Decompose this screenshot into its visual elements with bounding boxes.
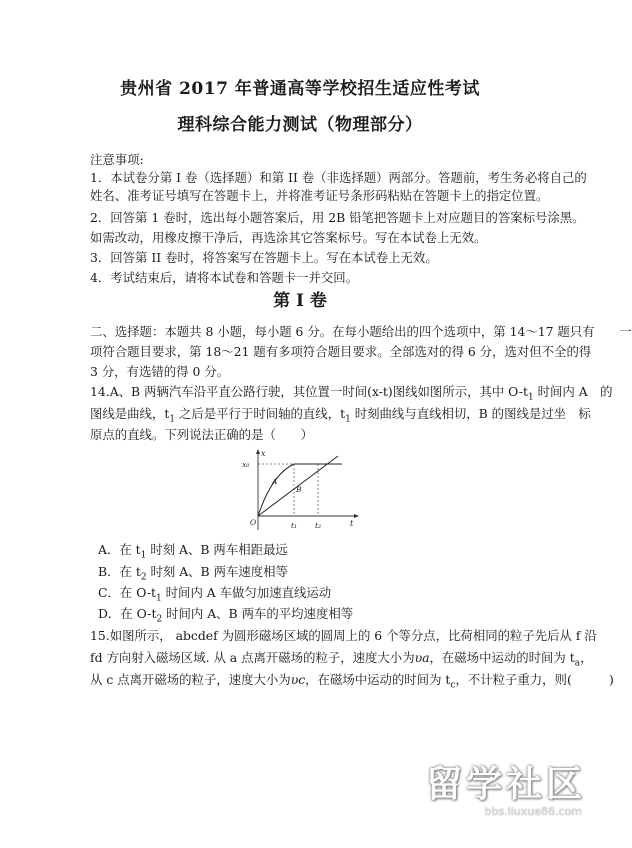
optA-sub: 1	[140, 550, 147, 561]
q14-l1-b: 时间内 A 的	[533, 384, 613, 399]
q14-line-2	[90, 404, 591, 424]
q14-l1-a: 14.A、B 两辆汽车沿平直公路行驶，其位置一时间(x-t)图线如图所示，其中 O-t	[90, 384, 528, 399]
optA-pre: A．在 t	[98, 542, 141, 557]
part2-line-3: 3 分，有选错的得 0 分。	[90, 364, 230, 379]
q15-velocity-c: υc	[290, 672, 306, 687]
q14-l2-b: 之后是平行于时间轴的直线，t	[175, 406, 346, 421]
xt-graph	[232, 448, 360, 536]
q15-l2-b: ，在磁场中运动的时间为 t	[429, 650, 575, 665]
notice-item-2-line-1: 2．回答第 1 卷时，选出每小题答案后，用 2B 铅笔把答题卡上对应题目的答案标号涂黑。	[90, 210, 585, 225]
optB-post: 时刻 A、B 两车速度相等	[146, 564, 288, 579]
q15-l2-a: fd 方向射入磁场区域. 从 a 点离开磁场的粒子，速度大小为	[90, 650, 415, 665]
section-title: 第 I 卷	[273, 291, 327, 311]
q15-line-3	[90, 670, 614, 690]
graph-origin-label: O	[250, 518, 257, 527]
optD-pre: D．在 O-t	[98, 606, 157, 621]
q14-l2-sub: 1	[169, 414, 176, 425]
part2-line-1: 二、选择题：本题共 8 小题，每小题 6 分。在每小题给出的四个选项中，第 14～17 题只有 一	[90, 324, 632, 339]
optD-sub: 2	[156, 614, 163, 625]
q14-l2-sub2: 1	[345, 414, 351, 425]
notice-item-1-line-1: 1．本试卷分第 I 卷（选择题）和第 II 卷（非选择题）两部分。答题前，考生务必将自己的	[90, 170, 587, 185]
optC-pre: C．在 O-t	[98, 585, 156, 600]
graph-label-a: A	[272, 477, 278, 486]
graph-x-label: x	[261, 449, 266, 458]
graph-x0-label: x₀	[242, 460, 250, 469]
optB-pre: B．在 t	[98, 564, 141, 579]
q14-line-1	[90, 382, 612, 402]
page-title: 贵州省 2017 年普通高等学校招生适应性考试	[120, 79, 480, 99]
optB-sub: 2	[140, 572, 147, 583]
optD-post: 时间内 A、B 两车的平均速度相等	[162, 606, 354, 621]
q14-line-3: 原点的直线。下列说法正确的是（ ）	[90, 427, 314, 442]
q15-l3-b: ，在磁场中运动的时间为 t	[305, 672, 451, 687]
q14-option-a	[98, 540, 288, 560]
watermark-url: bbs.liuxue86.com	[484, 805, 582, 818]
q15-velocity-a: υa	[414, 650, 430, 665]
q14-option-b	[98, 562, 288, 582]
notice-item-1-line-2: 姓名、准考证号填写在答题卡上，并将准考证号条形码粘贴在答题卡上的指定位置。	[90, 188, 549, 203]
part2-line-2: 项符合题目要求，第 18～21 题有多项符合题目要求。全部选对的得 6 分，选对但不全的得	[90, 344, 592, 359]
optC-sub: 1	[155, 593, 162, 604]
q15-line-2	[90, 648, 593, 668]
graph-t1-label: t₁	[291, 521, 298, 530]
q14-l1-sub: 1	[527, 392, 534, 403]
watermark-logo	[416, 756, 586, 818]
graph-x-arrow	[354, 514, 359, 518]
page-subtitle: 理科综合能力测试（物理部分）	[177, 115, 423, 135]
q15-l2-sub: a	[574, 658, 581, 669]
q15-l3-sub: c	[450, 680, 456, 691]
q15-l3-c: ，不计粒子重力，则( )	[455, 672, 614, 687]
graph-label-b: B	[296, 485, 302, 494]
graph-t2-label: t₂	[315, 521, 322, 530]
q14-l2-c: 时刻曲线与直线相切，B 的图线是过坐 标	[350, 406, 591, 421]
graph-y-arrow	[256, 449, 260, 454]
q15-l2-c: ，	[580, 650, 593, 665]
q14-option-c	[98, 583, 331, 603]
optC-post: 时间内 A 车做匀加速直线运动	[161, 585, 332, 600]
q14-option-d	[98, 604, 353, 624]
notice-item-3: 3．回答第 II 卷时，将答案写在答题卡上。写在本试卷上无效。	[90, 250, 438, 265]
notice-heading: 注意事项:	[90, 152, 144, 167]
q15-line-1: 15.如图所示， abcdef 为圆形磁场区域的圆周上的 6 个等分点，比荷相同的粒子先后从 f 沿	[90, 628, 597, 643]
optA-post: 时刻 A、B 两车相距最远	[146, 542, 288, 557]
notice-item-4: 4．考试结束后，请将本试卷和答题卡一并交回。	[90, 270, 359, 285]
q14-l2-a: 图线是曲线，t	[90, 406, 170, 421]
q15-l3-a: 从 c 点离开磁场的粒子，速度大小为	[90, 672, 291, 687]
notice-item-2-line-2: 如需改动，用橡皮擦干净后，再选涂其它答案标号。写在本试卷上无效。	[90, 230, 487, 245]
graph-t-axis-label: t	[350, 519, 354, 528]
watermark-text: 留学社区	[425, 764, 586, 805]
